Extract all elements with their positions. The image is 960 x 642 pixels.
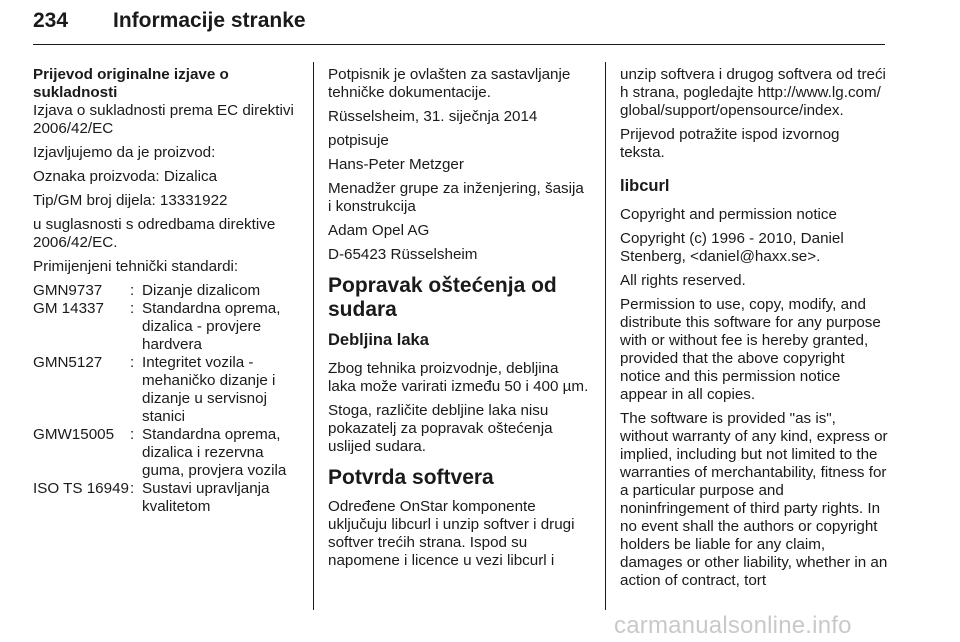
- subheading-libcurl: libcurl: [620, 177, 670, 195]
- standard-description: Standardna oprema, dizalica - provjere hardvera: [142, 300, 281, 353]
- paragraph: Rüsselsheim, 31. siječnja 2014: [328, 108, 538, 125]
- standards-table: [33, 282, 303, 516]
- paragraph: Copyright (c) 1996 - 2010, Daniel Stenberg, <daniel@haxx.se>.: [620, 230, 844, 265]
- subheading-paint-thickness: Debljina laka: [328, 331, 429, 349]
- column-divider-2: [605, 62, 606, 610]
- page-header: [33, 2, 885, 46]
- section-heading-repair: Popravak oštećenja od sudara: [328, 274, 557, 321]
- paragraph: D-65423 Rüsselsheim: [328, 246, 478, 263]
- paragraph: Copyright and permission notice: [620, 206, 837, 223]
- column-right: [620, 66, 888, 596]
- page-number: 234: [33, 9, 69, 32]
- header-rule: [33, 44, 885, 45]
- standard-description: Dizanje dizalicom: [142, 282, 261, 299]
- paragraph: Određene OnStar komponente uključuju libcurl i unzip softver i drugi softver trećih strana. Ispod su napomene i licence u vezi libcurl i: [328, 498, 575, 569]
- standard-separator: :: [130, 282, 135, 299]
- paragraph: The software is provided "as is", without warranty of any kind, express or implied, including but not limited to the warranties of merchantability, fitness for a particular purpose and noninfringement of third party rights. In no event shall the authors or copyright holders be liable for any claim, damages or other liability, whether in an action of contract, tort: [620, 410, 888, 589]
- paragraph: unzip softvera i drugog softvera od trećih strana, pogledajte http://www.lg.com/global/support/opensource/index.: [620, 66, 886, 119]
- column-middle: [328, 66, 590, 576]
- standard-separator: :: [130, 480, 135, 497]
- standard-code: ISO TS 16949: [33, 480, 129, 497]
- paragraph: Izjavljujemo da je proizvod:: [33, 144, 216, 161]
- standard-separator: :: [130, 426, 135, 443]
- standard-description: Standardna oprema, dizalica i rezervna guma, provjera vozila: [142, 426, 287, 479]
- section-heading-software: Potvrda softvera: [328, 466, 494, 489]
- paragraph: Adam Opel AG: [328, 222, 430, 239]
- paragraph: Primijenjeni tehnički standardi:: [33, 258, 239, 275]
- paragraph: u suglasnosti s odredbama direktive 2006/42/EC.: [33, 216, 276, 251]
- paragraph: Prijevod potražite ispod izvornog teksta.: [620, 126, 840, 161]
- paragraph: Oznaka proizvoda: Dizalica: [33, 168, 218, 185]
- declaration-heading: Prijevod originalne izjave o sukladnosti: [33, 66, 229, 101]
- paragraph: Hans-Peter Metzger: [328, 156, 464, 173]
- standard-separator: :: [130, 300, 135, 317]
- standard-code: GMN5127: [33, 354, 103, 371]
- standard-code: GMN9737: [33, 282, 103, 299]
- paragraph: Izjava o sukladnosti prema EC direktivi 2006/42/EC: [33, 102, 294, 137]
- paragraph: Tip/GM broj dijela: 13331922: [33, 192, 228, 209]
- standard-separator: :: [130, 354, 135, 371]
- watermark: carmanualsonline.info: [614, 612, 852, 639]
- standard-description: Integritet vozila - mehaničko dizanje i dizanje u servisnoj stanici: [142, 354, 276, 425]
- paragraph: Potpisnik je ovlašten za sastavljanje tehničke dokumentacije.: [328, 66, 571, 101]
- standard-code: GMW15005: [33, 426, 115, 443]
- paragraph: Zbog tehnika proizvodnje, debljina laka može varirati između 50 i 400 µm.: [328, 360, 589, 395]
- paragraph: Menadžer grupe za inženjering, šasija i konstrukcija: [328, 180, 584, 215]
- column-left: [33, 66, 303, 516]
- paragraph: Stoga, različite debljine laka nisu pokazatelj za popravak oštećenja uslijed sudara.: [328, 402, 553, 455]
- page-title: Informacije stranke: [113, 9, 306, 32]
- paragraph: All rights reserved.: [620, 272, 746, 289]
- standard-description: Sustavi upravljanja kvalitetom: [142, 480, 270, 515]
- standard-code: GM 14337: [33, 300, 104, 317]
- paragraph: Permission to use, copy, modify, and distribute this software for any purpose with or without fee is hereby granted, provided that the above copyright notice and this permission notice appear in all copies.: [620, 296, 881, 403]
- paragraph: potpisuje: [328, 132, 389, 149]
- column-divider-1: [313, 62, 314, 610]
